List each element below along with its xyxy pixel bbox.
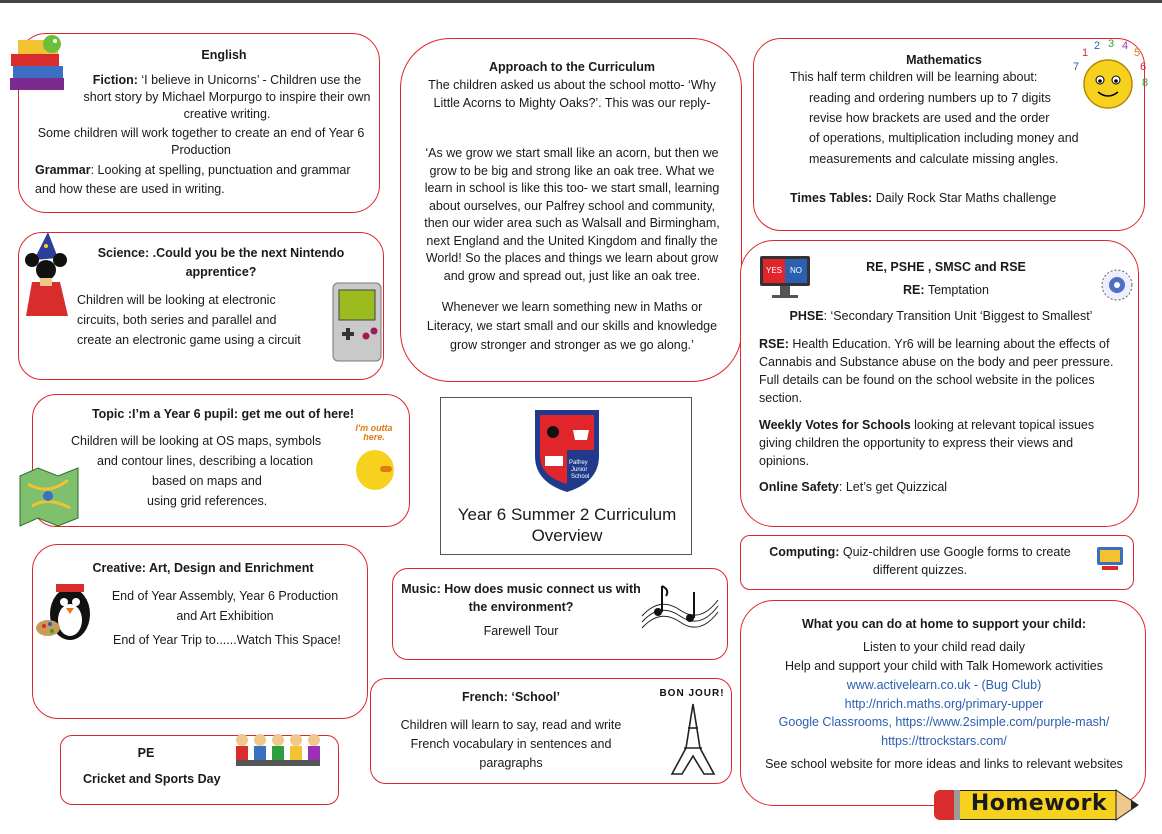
english-fiction: Fiction: ‘I believe in Unicorns’ - Children use the short story by Michael Morpurgo to inspire their own creative writing. (83, 73, 371, 121)
svg-text:1: 1 (1082, 47, 1089, 59)
svg-text:5: 5 (1134, 47, 1141, 59)
home-line-3: See school website for more ideas and links to relevant websites (765, 757, 1123, 771)
homework-label: Homework (970, 791, 1108, 816)
topic-line-1: Children will be looking at OS maps, symbols (71, 434, 322, 448)
eiffel-tower-icon (652, 680, 732, 774)
maths-line-4: measurements and calculate missing angles. (809, 152, 1059, 166)
duck-sticker-text: I'm outta here. (355, 423, 393, 442)
books-icon (8, 30, 70, 100)
svg-text:4: 4 (1122, 40, 1129, 52)
overview-title: Year 6 Summer 2 Curriculum Overview (457, 505, 677, 545)
svg-text:Junior: Junior (571, 467, 588, 473)
science-title: Science: .Could you be the next Nintendo apprentice? (97, 246, 345, 279)
computing-box (740, 535, 1134, 590)
wizard-mouse-icon (22, 232, 72, 320)
computing-text: Computing: Quiz-children use Google forms to create different quizzes. (769, 545, 1071, 577)
svg-text:2: 2 (1094, 40, 1101, 52)
phse-topic: PHSE: ‘Secondary Transition Unit ‘Biggest to Smallest’ (789, 309, 1093, 323)
english-box (18, 33, 380, 213)
school-crest (531, 406, 603, 496)
re-title: RE, PSHE , SMSC and RSE (866, 260, 1026, 274)
svg-text:School: School (571, 474, 590, 480)
topic-line-3: based on maps and (152, 474, 262, 488)
french-text: Children will learn to say, read and write French vocabulary in sentences and paragraphs (400, 718, 622, 770)
purple-mash-link[interactable]: Google Classrooms, https://www.2simple.com/purple-mash/ (778, 715, 1110, 729)
votes-topic: Weekly Votes for Schools looking at relevant topical issues giving children the opportunity to express their views and opinions. (759, 418, 1095, 468)
music-title: Music: How does music connect us with the environment? (401, 582, 641, 614)
svg-text:8: 8 (1142, 77, 1149, 89)
topic-line-2: and contour lines, describing a location (97, 454, 314, 468)
approach-intro: The children asked us about the school motto- ‘Why Little Acorns to Mighty Oaks?’. This was our reply- (428, 78, 716, 110)
top-border (0, 0, 1162, 3)
topic-title: Topic :I’m a Year 6 pupil: get me out of here! (91, 407, 355, 421)
svg-text:3: 3 (1108, 38, 1115, 50)
pencil-tip-icon (1116, 790, 1138, 820)
french-title: French: ‘School’ (462, 690, 560, 704)
maths-line-3: of operations, multiplication including money and (809, 131, 1079, 145)
creative-title: Creative: Art, Design and Enrichment (92, 561, 314, 575)
maths-times-tables: Times Tables: Daily Rock Star Maths challenge (790, 191, 1057, 205)
map-icon (18, 466, 80, 528)
music-notes-icon (640, 576, 720, 642)
approach-reply: ‘As we grow we start small like an acorn, but then we grow to be big and strong like an oak tree. What we learn in school is like this too- we start small, learning about ourselves, our Palfrey school and community, then our wider area such as Walsall and Birmingham, next England and the United Kingdom and finally the World! So the places and things we learn about grow and grow and spread out, just like an oak tree. (424, 146, 720, 283)
rse-topic: RSE: Health Education. Yr6 will be learning about the effects of Cannabis and Substance abuse on the body and peer pressure. Full details can be found on the school website in the polices section. (759, 337, 1114, 405)
computer-icon (1096, 546, 1126, 572)
svg-text:Palfrey: Palfrey (569, 460, 588, 466)
homework-banner (934, 786, 1138, 824)
topic-line-4: using grid references. (147, 494, 268, 508)
children-sports-icon (232, 730, 324, 772)
ttrockstars-link[interactable]: https://ttrockstars.com/ (881, 734, 1007, 748)
svg-text:7: 7 (1073, 61, 1080, 73)
english-grammar: Grammar: Looking at spelling, punctuation and grammar and how these are used in writing. (35, 163, 351, 196)
home-line-1: Listen to your child read daily (863, 640, 1025, 654)
no-label: NO (785, 259, 807, 283)
english-production: Some children will work together to create an end of Year 6 Production (37, 126, 365, 157)
maths-title: Mathematics (906, 53, 982, 67)
pe-text: Cricket and Sports Day (83, 772, 221, 786)
english-title: English (201, 48, 247, 62)
smsc-badge-icon (1100, 268, 1134, 302)
approach-reply-2: Whenever we learn something new in Maths or Literacy, we start small and our skills and knowledge grow stronger and stronger as we go along.’ (426, 300, 718, 352)
bonjour-text: BON JOUR! (659, 688, 725, 699)
penguin-artist-icon (34, 584, 98, 646)
maths-line-2: revise how brackets are used and the order (809, 111, 1050, 125)
svg-text:6: 6 (1140, 61, 1147, 73)
music-text: Farewell Tour (483, 624, 559, 638)
activelearn-link[interactable]: www.activelearn.co.uk - (Bug Club) (846, 678, 1042, 692)
smiley-numbers-icon (1070, 40, 1148, 116)
home-support-box (740, 600, 1146, 806)
science-box (18, 232, 384, 380)
approach-title: Approach to the Curriculum (489, 60, 655, 74)
maths-intro: This half term children will be learning about: (790, 70, 1038, 84)
science-text: Children will be looking at electronic circuits, both series and parallel and create an electronic game using a circuit (77, 293, 301, 347)
home-title: What you can do at home to support your child: (801, 617, 1087, 631)
re-topic: RE: Temptation (903, 283, 989, 297)
creative-line-2: End of Year Trip to......Watch This Space! (113, 633, 341, 647)
overview-card (440, 397, 692, 555)
pe-title: PE (137, 746, 155, 760)
yes-no-monitor-icon (760, 256, 812, 304)
home-line-2: Help and support your child with Talk Homework activities (785, 659, 1103, 673)
nrich-link[interactable]: http://nrich.maths.org/primary-upper (844, 697, 1044, 711)
approach-box (400, 38, 742, 382)
online-safety-topic: Online Safety: Let’s get Quizzical (759, 480, 948, 494)
game-boy-icon (332, 282, 382, 362)
creative-line-1: End of Year Assembly, Year 6 Production and Art Exhibition (111, 589, 339, 623)
yes-label: YES (763, 259, 785, 283)
duck-sticker-icon (350, 424, 402, 496)
maths-line-1: reading and ordering numbers up to 7 digits (809, 91, 1051, 105)
